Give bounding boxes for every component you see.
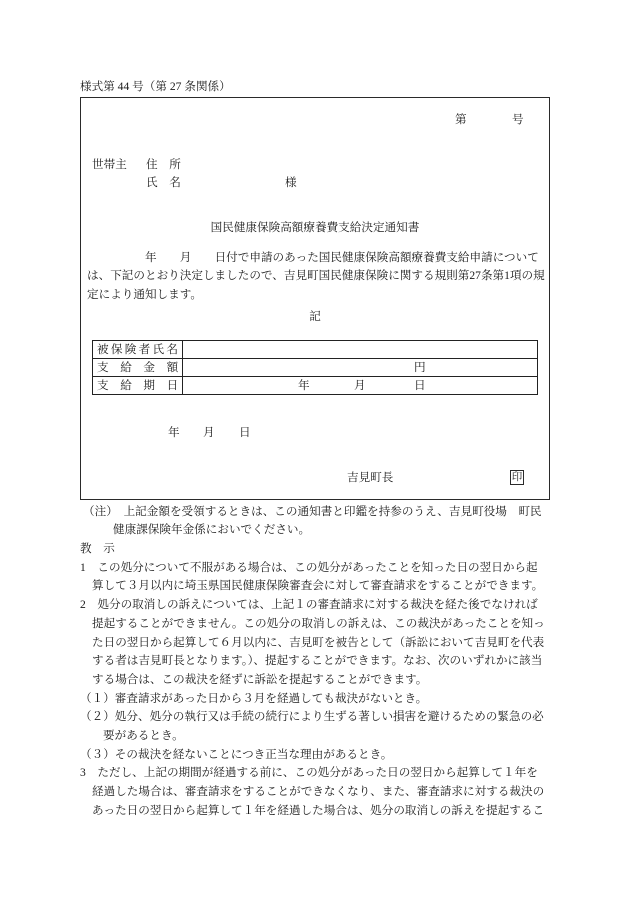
- honorific: 様: [285, 176, 297, 189]
- notice-body-line: 年 月 日付で申請のあった国民健康保険高額療養費支給申請について: [145, 250, 539, 264]
- notice-body: [87, 249, 545, 305]
- instruction-subitem-line: （２）処分、処分の執行又は手続の続行により生ずる著しい損害を避けるための緊急の必: [80, 710, 544, 724]
- payment-date-day: 日: [414, 379, 426, 392]
- seal-mark: 印: [511, 472, 523, 483]
- instruction-line: する場合は、この裁決を経ずに訴訟を提起することができます。: [92, 672, 428, 686]
- table-row: [93, 341, 538, 359]
- note-line: （注） 上記金額を受領するときは、この通知書と印鑑を持参のうえ、吉見町役場 町民: [83, 504, 542, 518]
- instructions-heading: 教 示: [80, 542, 115, 556]
- instruction-subitem-line: 要があるとき。: [103, 728, 184, 742]
- form-number: 様式第 44 号（第 27 条関係）: [80, 80, 231, 93]
- instruction-line: する者は吉見町長となります。）、提起することができます。なお、次のいずれかに該当: [92, 654, 543, 668]
- instruction-line: あった日の翌日から起算して１年を経過した場合は、処分の取消しの訴えを提起するこ: [92, 803, 545, 817]
- notice-body-line: は、下記のとおり決定しましたので、吉見町国民健康保険に関する規則第27条第1項の規: [87, 269, 545, 283]
- address-label: 住 所: [146, 158, 181, 171]
- insured-name-value: [183, 341, 538, 359]
- insured-name-label: 被保険者氏名: [93, 341, 183, 359]
- note-line: 健康課保険年金係においでください。: [113, 523, 311, 537]
- household-head-label: 世帯主: [92, 158, 127, 171]
- ki-heading: 記: [309, 310, 321, 323]
- document-number-suffix: 号: [512, 113, 524, 126]
- issue-date-year: 年: [168, 426, 180, 439]
- instruction-line: 2 処分の取消しの訴えについては、上記１の審査請求に対する裁決を経た後でなければ: [80, 598, 538, 612]
- payment-amount-label: 支 給 金 額: [93, 359, 183, 377]
- payment-date-value: [183, 377, 538, 395]
- document-number-prefix: 第: [455, 113, 467, 126]
- amount-unit: 円: [414, 361, 426, 374]
- instruction-subitem-line: （３）その裁決を経ないことにつき正当な理由があるとき。: [80, 747, 393, 761]
- instruction-line: 3 ただし、上記の期間が経過する前に、この処分があった日の翌日から起算して１年を: [80, 766, 538, 780]
- payment-date-year: 年: [298, 379, 310, 392]
- instruction-line: 1 この処分について不服がある場合は、この処分があったことを知った日の翌日から起: [80, 560, 538, 574]
- instruction-line: 提起することができません。この処分の取消しの訴えは、この裁決があったことを知っ: [92, 616, 545, 630]
- payment-amount-value: [183, 359, 538, 377]
- instruction-subitem-line: （１）審査請求があった日から３月を経過しても裁決がないとき。: [80, 691, 428, 705]
- payment-detail-table: [92, 340, 538, 395]
- notice-box: [80, 97, 550, 500]
- instruction-line: 算して３月以内に埼玉県国民健康保険審査会に対して審査請求をすることができます。: [92, 579, 544, 593]
- issuer-name: 吉見町長: [347, 471, 394, 484]
- name-label: 氏 名: [146, 176, 181, 189]
- instruction-line: た日の翌日から起算して６月以内に、吉見町を被告として（訴訟において吉見町を代表: [92, 635, 545, 649]
- notes-and-instructions: [80, 503, 556, 821]
- payment-date-label: 支 給 期 日: [93, 377, 183, 395]
- instruction-line: 経過した場合は、審査請求をすることができなくなり、また、審査請求に対する裁決の: [92, 785, 545, 798]
- table-row: [93, 377, 538, 395]
- document-title: 国民健康保険高額療養費支給決定通知書: [210, 221, 420, 234]
- issue-date-month: 月: [203, 426, 215, 439]
- table-row: [93, 359, 538, 377]
- payment-date-month: 月: [354, 379, 366, 392]
- notice-body-line: 定により通知します。: [87, 288, 203, 301]
- issue-date-day: 日: [239, 426, 251, 439]
